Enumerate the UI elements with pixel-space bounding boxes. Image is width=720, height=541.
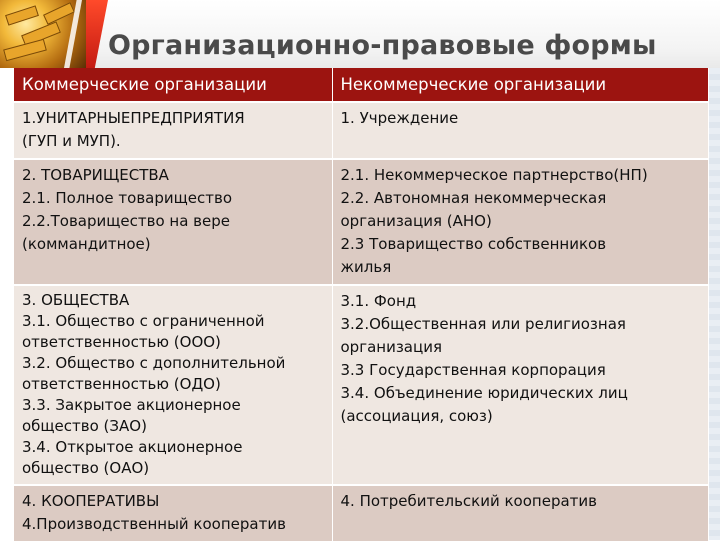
cell-line: 3.4. Открытое акционерное	[22, 438, 243, 456]
cell-commercial	[14, 102, 332, 159]
cell-line: (ассоциация, союз)	[340, 407, 493, 425]
slide-header	[0, 0, 720, 68]
cell-line: организация	[340, 338, 442, 356]
table-row	[14, 285, 708, 485]
header-commercial: Коммерческие организации	[14, 68, 332, 102]
table-header-row	[14, 68, 708, 102]
cell-line: 3.2. Общество с дополнительной	[22, 354, 286, 372]
cell-noncommercial	[332, 285, 708, 485]
cell-line: 4. КООПЕРАТИВЫ	[22, 492, 160, 510]
right-edge-strip	[708, 68, 720, 540]
cell-commercial	[14, 485, 332, 541]
cell-line: (коммандитное)	[22, 235, 151, 253]
table-row	[14, 102, 708, 159]
cell-commercial	[14, 159, 332, 285]
cell-line: ответственностью (ОДО)	[22, 375, 221, 393]
header-red-stripe	[86, 0, 108, 68]
cell-line: организация (АНО)	[340, 212, 492, 230]
cell-line: 4. Потребительский кооператив	[340, 492, 597, 510]
cell-line: 4.Производственный кооператив	[22, 515, 286, 533]
cell-line: 2.2.Товарищество на вере	[22, 212, 230, 230]
cell-line: ответственностью (ООО)	[22, 333, 221, 351]
cell-line: 3.1. Фонд	[340, 292, 417, 310]
cell-line: 3.1. Общество с ограниченной	[22, 312, 265, 330]
org-forms-table	[14, 68, 709, 541]
cell-line: 2. ТОВАРИЩЕСТВА	[22, 166, 169, 184]
cell-line: 2.2. Автономная некоммерческая	[340, 189, 607, 207]
header-noncommercial: Некоммерческие организации	[332, 68, 708, 102]
slide-title: Организационно-правовые формы	[108, 30, 657, 61]
cell-line: общество (ЗАО)	[22, 417, 147, 435]
cell-line: общество (ОАО)	[22, 459, 150, 477]
cell-line: 3.3 Государственная корпорация	[340, 361, 606, 379]
cell-line: 3.4. Объединение юридических лиц	[340, 384, 628, 402]
cell-noncommercial	[332, 159, 708, 285]
cell-line: 3.2.Общественная или религиозная	[340, 315, 626, 333]
cell-line: 2.3 Товарищество собственников	[340, 235, 607, 253]
cell-noncommercial	[332, 102, 708, 159]
cell-noncommercial	[332, 485, 708, 541]
cell-line: 1. Учреждение	[340, 109, 459, 127]
cell-line: 1.УНИТАРНЫЕПРЕДПРИЯТИЯ	[22, 109, 245, 127]
cell-line: (ГУП и МУП).	[22, 132, 121, 150]
cell-line: жилья	[340, 258, 392, 276]
table-row	[14, 485, 708, 541]
cell-line: 3. ОБЩЕСТВА	[22, 291, 130, 309]
cell-line: 2.1. Полное товарищество	[22, 189, 232, 207]
cell-commercial	[14, 285, 332, 485]
cell-line: 3.3. Закрытое акционерное	[22, 396, 241, 414]
table-row	[14, 159, 708, 285]
cell-line: 2.1. Некоммерческое партнерство(НП)	[340, 166, 648, 184]
